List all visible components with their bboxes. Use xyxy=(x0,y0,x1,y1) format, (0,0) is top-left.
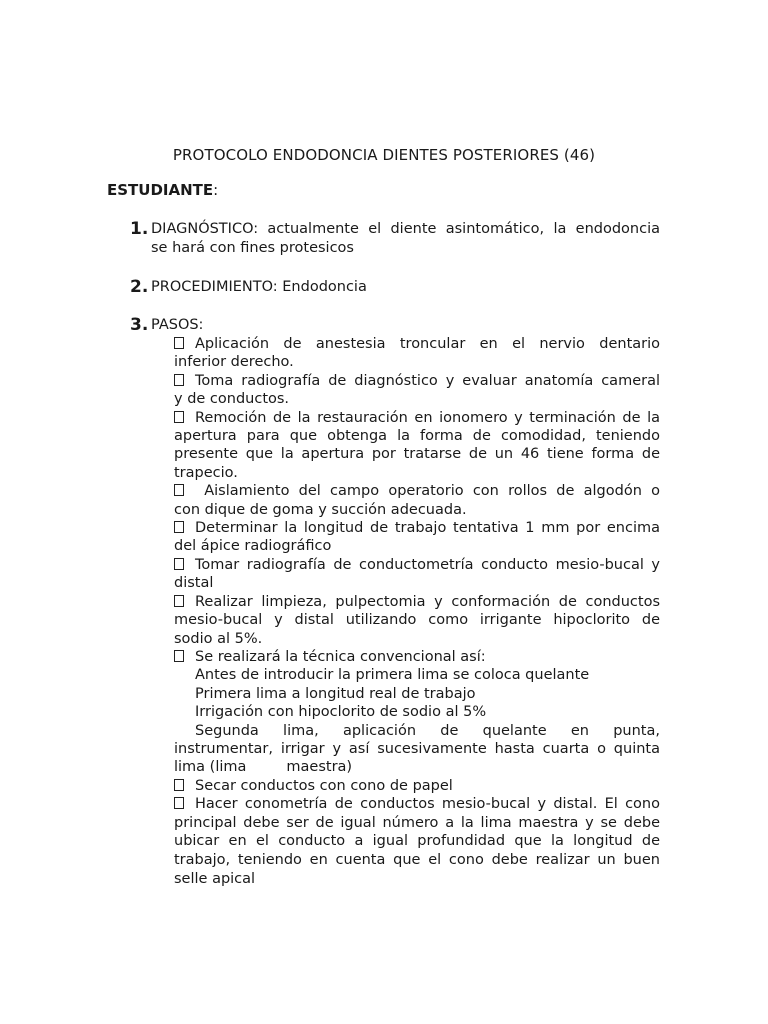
bullet-icon xyxy=(174,779,184,791)
step-text: Aislamiento del campo operatorio con rollos de algodón o xyxy=(195,483,660,500)
list-item xyxy=(174,556,660,593)
bullet-icon xyxy=(174,595,184,607)
step-text: Toma radiografía de diagnóstico y evaluar anatomía cameral xyxy=(195,372,660,389)
technique-text: maestra) xyxy=(286,759,353,776)
step-text: sodio al 5%. xyxy=(174,630,263,647)
step-text: selle apical xyxy=(174,870,256,887)
bullet-icon xyxy=(174,558,184,570)
section-diagnostico-line-1 xyxy=(151,220,660,239)
step-text: Realizar limpieza, pulpectomia y conformación de conductos xyxy=(195,593,660,610)
bullet-icon xyxy=(174,521,184,533)
section-procedimiento-text: Endodoncia xyxy=(282,279,367,295)
bullet-icon xyxy=(174,797,184,809)
list-item xyxy=(174,409,660,483)
steps-list xyxy=(174,335,660,888)
step-text: principal debe ser de igual número a la lima maestra y se debe xyxy=(174,814,660,831)
section-diagnostico-text-1: actualmente el diente asintomático, la endodoncia xyxy=(267,221,661,237)
technique-line: instrumentar, irrigar y así sucesivamente hasta cuarta o quinta xyxy=(174,740,660,757)
step-text: Secar conductos con cono de papel xyxy=(195,777,453,794)
list-item xyxy=(174,795,660,888)
section-procedimiento-label: PROCEDIMIENTO: xyxy=(151,279,278,295)
section-procedimiento xyxy=(151,278,660,297)
step-text: Hacer conometría de conductos mesio-bucal y distal. El cono xyxy=(195,796,660,813)
list-item xyxy=(174,335,660,372)
step-text: Se realizará la técnica convencional así: xyxy=(195,648,486,665)
step-text: Aplicación de anestesia troncular en el nervio dentario xyxy=(195,336,660,352)
step-text: Determinar la longitud de trabajo tentativa 1 mm por encima xyxy=(195,520,660,537)
bullet-icon xyxy=(174,337,184,349)
step-text: distal xyxy=(174,575,214,592)
student-colon: : xyxy=(213,181,219,199)
step-text: presente que la apertura por tratarse de un 46 tiene forma de xyxy=(174,446,660,463)
section-number-2: 2. xyxy=(130,277,149,297)
list-item xyxy=(174,593,660,648)
technique-line: Segunda lima, aplicación de quelante en punta, xyxy=(195,722,660,739)
technique-line xyxy=(174,758,660,776)
section-pasos-label: PASOS: xyxy=(151,317,204,333)
section-diagnostico-line-2: se hará con fines protesicos xyxy=(151,239,354,256)
technique-line: Antes de introducir la primera lima se coloca quelante xyxy=(195,667,590,684)
step-text: ubicar en el conducto a igual profundidad que la longitud de xyxy=(174,833,660,850)
section-number-3: 3. xyxy=(130,315,149,335)
list-item xyxy=(174,648,660,666)
bullet-icon xyxy=(174,484,184,496)
step-text: con dique de goma y succión adecuada. xyxy=(174,501,467,518)
list-item xyxy=(174,482,660,519)
step-text: trabajo, teniendo en cuenta que el cono debe realizar un buen xyxy=(174,851,660,868)
list-item xyxy=(174,519,660,556)
list-item xyxy=(174,372,660,409)
technique-line: Primera lima a longitud real de trabajo xyxy=(195,685,476,702)
section-pasos xyxy=(151,316,660,335)
step-text: Tomar radiografía de conductometría conducto mesio-bucal y xyxy=(195,556,660,573)
step-text: del ápice radiográfico xyxy=(174,538,332,555)
document-title: PROTOCOLO ENDODONCIA DIENTES POSTERIORES (46) xyxy=(172,146,596,164)
section-diagnostico-label: DIAGNÓSTICO: xyxy=(151,221,259,237)
list-item xyxy=(174,777,660,795)
step-text: inferior derecho. xyxy=(174,354,294,371)
bullet-icon xyxy=(174,374,184,386)
section-diagnostico xyxy=(151,220,660,257)
student-field xyxy=(107,181,218,199)
step-text: Remoción de la restauración en ionomero y terminación de la xyxy=(195,409,660,426)
technique-text: lima (lima xyxy=(174,759,247,776)
step-text: mesio-bucal y distal utilizando como irrigante hipoclorito de xyxy=(174,612,660,629)
bullet-icon xyxy=(174,411,184,423)
step-text: y de conductos. xyxy=(174,391,290,408)
bullet-icon xyxy=(174,650,184,662)
technique-line: Irrigación con hipoclorito de sodio al 5% xyxy=(195,704,487,721)
step-text: apertura para que obtenga la forma de comodidad, teniendo xyxy=(174,428,660,445)
student-label: ESTUDIANTE xyxy=(107,181,214,199)
step-text: trapecio. xyxy=(174,464,238,481)
technique-sublist xyxy=(174,666,660,776)
section-number-1: 1. xyxy=(130,219,149,239)
